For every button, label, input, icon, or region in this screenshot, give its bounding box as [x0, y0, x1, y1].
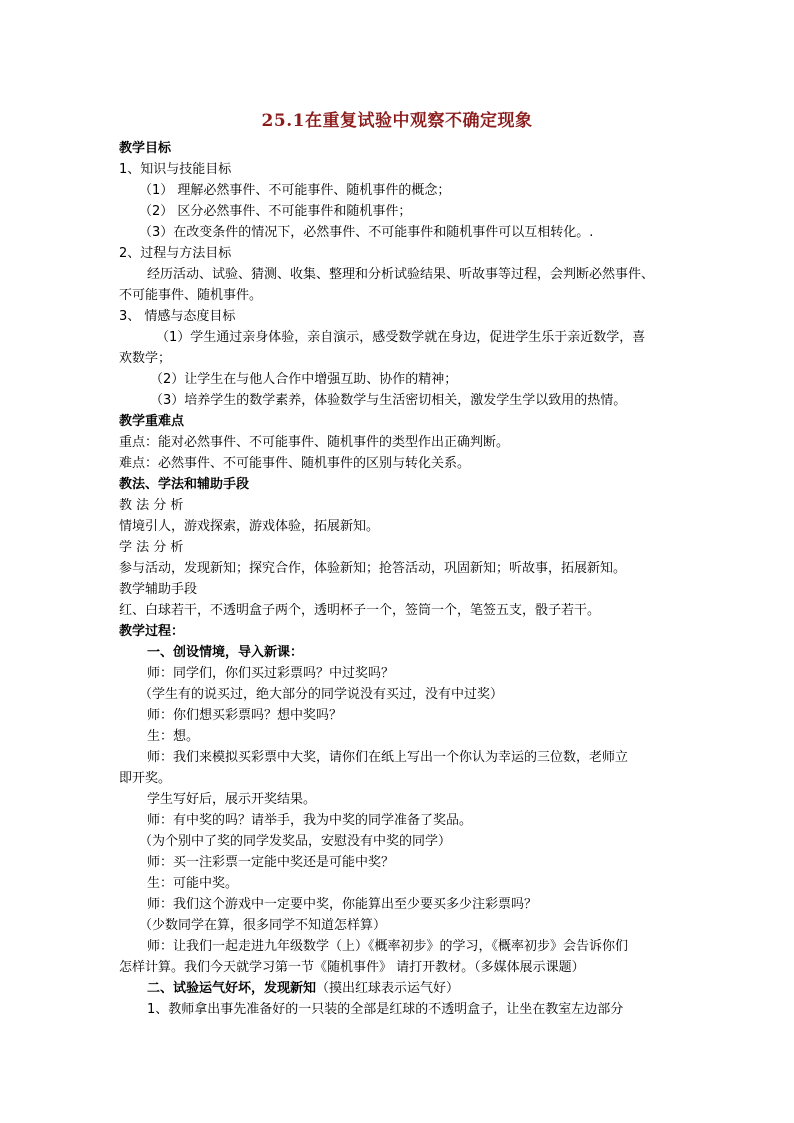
text-line: 师：同学们，你们买过彩票吗？中过奖吗？ [147, 666, 395, 681]
text-line: （学生有的说买过，绝大部分的同学说没有买过，没有中过奖） [139, 687, 504, 702]
document-title: 25.1在重复试验中观察不确定现象 [261, 111, 533, 131]
text-line: 生：可能中奖。 [147, 876, 239, 891]
text-line: （少数同学在算，很多同学不知道怎样算） [139, 918, 387, 933]
text-line: （1） 理解必然事件、不可能事件、随机事件的概念； [139, 183, 451, 198]
text-line: 难点：必然事件、不可能事件、随机事件的区别与转化关系。 [119, 456, 471, 471]
text-line: 学 法 分 析 [119, 540, 184, 555]
text-line: 师：有中奖的吗？请举手，我为中奖的同学准备了奖品。 [147, 813, 473, 828]
text-line: 1、知识与技能目标 [119, 162, 232, 177]
text-line: （1）学生通过亲身体验，亲自演示，感受数学就在身边，促进学生乐于亲近数学，喜 [156, 330, 646, 345]
section-heading: 教学过程： [119, 624, 185, 639]
text-line: 2、过程与方法目标 [119, 246, 232, 261]
text-line: 参与活动，发现新知；探究合作，体验新知；抢答活动，巩固新知；听故事，拓展新知。 [119, 561, 627, 576]
text-line: 不可能事件、随机事件。 [119, 288, 263, 303]
text-line: （2） 区分必然事件、不可能事件和随机事件； [139, 204, 412, 219]
text-line: 学生写好后，展示开奖结果。 [147, 792, 317, 807]
section-heading: 教法、学法和辅助手段 [119, 477, 250, 492]
section-heading: 一、创设情境，导入新课： [147, 645, 304, 660]
text-line: 怎样计算。我们今天就学习第一节《随机事件》 请打开教材。（多媒体展示课题） [119, 960, 585, 975]
text-line: 师：让我们一起走进九年级数学（上）《概率初步》的学习，《概率初步》会告诉你们 [147, 939, 629, 954]
text-line: （为个别中了奖的同学发奖品，安慰没有中奖的同学） [139, 834, 452, 849]
text-line: （3）培养学生的数学素养，体验数学与生活密切相关，激发学生学以致用的热情。 [150, 393, 627, 408]
text-line: 教 法 分 析 [119, 498, 184, 513]
text-line: 即开奖。 [119, 771, 172, 786]
text-line: 师：你们想买彩票吗？想中奖吗？ [147, 708, 343, 723]
text-line: 3、 情感与态度目标 [119, 309, 236, 324]
section-heading-note: （摸出红球表示运气好） [316, 981, 460, 996]
section-heading: 教学重难点 [119, 414, 185, 429]
document-body [119, 138, 679, 1020]
text-line: （2）让学生在与他人合作中增强互助、协作的精神； [150, 372, 458, 387]
section-heading: 教学目标 [119, 141, 172, 156]
text-line: 生：想。 [147, 729, 200, 744]
text-line: 师：买一注彩票一定能中奖还是可能中奖？ [147, 855, 395, 870]
text-line: 师：我们这个游戏中一定要中奖，你能算出至少要买多少注彩票吗？ [147, 897, 538, 912]
text-line: 重点：能对必然事件、不可能事件、随机事件的类型作出正确判断。 [119, 435, 510, 450]
text-line: 情境引人，游戏探索，游戏体验，拓展新知。 [119, 519, 380, 534]
section-heading [119, 978, 679, 999]
text-line: 1、教师拿出事先准备好的一只装的全部是红球的不透明盒子，让坐在教室左边部分 [147, 1002, 624, 1017]
text-line: 师：我们来模拟买彩票中大奖，请你们在纸上写出一个你认为幸运的三位数，老师立 [147, 750, 629, 765]
text-line: 欢数学； [119, 351, 172, 366]
text-line: 红、白球若干，不透明盒子两个，透明杯子一个，签筒一个，笔签五支，骰子若干。 [119, 603, 601, 618]
text-line: 经历活动、试验、猜测、收集、整理和分析试验结果、听故事等过程，会判断必然事件、 [147, 267, 655, 282]
text-line: 教学辅助手段 [119, 582, 198, 597]
text-line: （3）在改变条件的情况下，必然事件、不可能事件和随机事件可以互相转化。. [139, 225, 594, 240]
section-heading-bold: 二、试验运气好坏，发现新知 [147, 981, 317, 996]
